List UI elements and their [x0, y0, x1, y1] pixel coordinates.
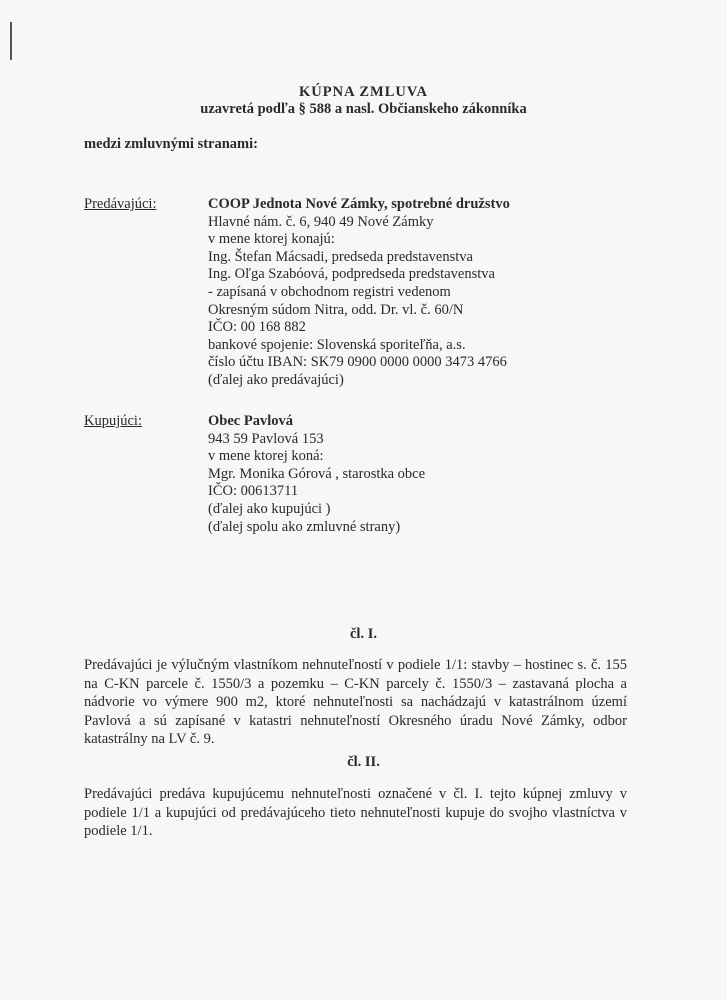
article-2-text	[84, 785, 627, 841]
buyer-details	[208, 413, 425, 536]
buyer-alias: (ďalej ako kupujúci )	[208, 500, 331, 517]
seller-ico: IČO: 00 168 882	[208, 319, 306, 336]
parties-alias: (ďalej spolu ako zmluvné strany)	[208, 518, 401, 535]
article-1-paragraph: Predávajúci je výlučným vlastníkom nehnuteľností v podiele 1/1: stavby – hostinec s. č. 155 na C-KN parcele č. 1550/3 a pozemku – C-KN parcely č. 1550/3 – zastavaná plocha a nádvorie vo výmere 900 m2, ktoré nehnuteľnosti sa nachádzajú v katastrálnom území Pavlová a sú zapísané v katastri nehnuteľností Okresného úradu Nové Zámky, odbor katastrálny na LV č. 9.	[84, 657, 627, 748]
seller-details	[208, 196, 510, 390]
parties-intro: medzi zmluvnými stranami:	[84, 136, 258, 152]
seller-alias: (ďalej ako predávajúci)	[208, 371, 344, 388]
seller-representative-2: Ing. Oľga Szabóová, podpredseda predstavenstva	[208, 266, 495, 283]
buyer-label: Kupujúci:	[84, 413, 142, 429]
seller-representative-1: Ing. Štefan Mácsadi, predseda predstavenstva	[208, 248, 473, 265]
article-2-paragraph: Predávajúci predáva kupujúcemu nehnuteľnosti označené v čl. I. tejto kúpnej zmluvy v podiele 1/1 a kupujúci od predávajúceho tieto nehnuteľnosti kupuje do svojho vlastníctva v podiele 1/1.	[84, 786, 627, 840]
document-title: KÚPNA ZMLUVA	[299, 84, 428, 100]
seller-address: Hlavné nám. č. 6, 940 49 Nové Zámky	[208, 213, 434, 230]
seller-bank: bankové spojenie: Slovenská sporiteľňa, a.s.	[208, 336, 466, 353]
article-1-heading: čl. I.	[350, 626, 377, 642]
scan-edge-mark	[10, 22, 12, 60]
seller-court: Okresným súdom Nitra, odd. Dr. vl. č. 60/N	[208, 301, 464, 318]
seller-acting-intro: v mene ktorej konajú:	[208, 231, 335, 248]
seller-registry: - zapísaná v obchodnom registri vedenom	[208, 283, 451, 300]
seller-name: COOP Jednota Nové Zámky, spotrebné družstvo	[208, 196, 510, 212]
article-1-text	[84, 656, 627, 749]
buyer-ico: IČO: 00613711	[208, 483, 299, 500]
article-2-heading: čl. II.	[347, 754, 380, 770]
document-subtitle: uzavretá podľa § 588 a nasl. Občianskeho zákonníka	[200, 101, 527, 117]
seller-iban: číslo účtu IBAN: SK79 0900 0000 0000 3473 4766	[208, 354, 507, 371]
seller-label: Predávajúci:	[84, 196, 157, 212]
buyer-address: 943 59 Pavlová 153	[208, 430, 324, 447]
buyer-name: Obec Pavlová	[208, 413, 293, 429]
buyer-acting-intro: v mene ktorej koná:	[208, 448, 324, 465]
buyer-representative: Mgr. Monika Górová , starostka obce	[208, 465, 426, 482]
